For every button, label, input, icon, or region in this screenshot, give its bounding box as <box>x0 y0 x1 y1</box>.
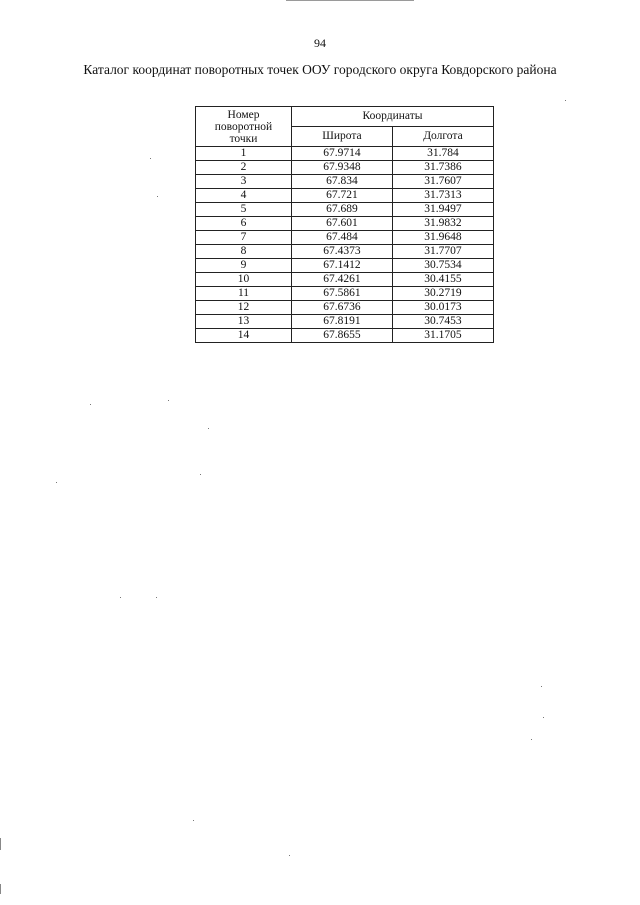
latitude-cell: 67.4373 <box>292 245 393 259</box>
scan-speck <box>150 158 151 159</box>
latitude-cell: 67.4261 <box>292 273 393 287</box>
longitude-cell: 31.784 <box>392 147 493 161</box>
longitude-cell: 30.0173 <box>392 301 493 315</box>
scan-speck <box>531 739 532 740</box>
point-number-cell: 12 <box>196 301 292 315</box>
table-body <box>196 147 494 343</box>
table-row <box>196 231 494 245</box>
scan-speck <box>120 597 121 598</box>
header-latitude: Широта <box>292 127 393 147</box>
latitude-cell: 67.689 <box>292 203 393 217</box>
latitude-cell: 67.484 <box>292 231 393 245</box>
latitude-cell: 67.8191 <box>292 315 393 329</box>
coordinates-table <box>195 106 494 343</box>
table-row <box>196 189 494 203</box>
table-row <box>196 203 494 217</box>
longitude-cell: 31.1705 <box>392 329 493 343</box>
table-header-row <box>196 107 494 127</box>
point-number-cell: 6 <box>196 217 292 231</box>
latitude-cell: 67.834 <box>292 175 393 189</box>
longitude-cell: 31.9832 <box>392 217 493 231</box>
latitude-cell: 67.5861 <box>292 287 393 301</box>
point-number-cell: 2 <box>196 161 292 175</box>
point-number-cell: 4 <box>196 189 292 203</box>
header-coordinates: Координаты <box>292 107 494 127</box>
scan-edge-mark <box>0 884 1 894</box>
scan-speck <box>168 400 169 401</box>
scan-speck <box>156 597 157 598</box>
point-number-cell: 8 <box>196 245 292 259</box>
longitude-cell: 30.7534 <box>392 259 493 273</box>
latitude-cell: 67.721 <box>292 189 393 203</box>
point-number-cell: 5 <box>196 203 292 217</box>
scan-speck <box>289 855 290 856</box>
longitude-cell: 30.7453 <box>392 315 493 329</box>
longitude-cell: 30.2719 <box>392 287 493 301</box>
point-number-cell: 9 <box>196 259 292 273</box>
table-row <box>196 273 494 287</box>
point-number-cell: 1 <box>196 147 292 161</box>
longitude-cell: 31.7313 <box>392 189 493 203</box>
point-number-cell: 13 <box>196 315 292 329</box>
page-number: 94 <box>314 36 326 50</box>
scan-edge-mark <box>0 838 1 850</box>
longitude-cell: 31.7386 <box>392 161 493 175</box>
header-point-number <box>196 107 292 147</box>
scan-speck <box>208 428 209 429</box>
latitude-cell: 67.9714 <box>292 147 393 161</box>
latitude-cell: 67.9348 <box>292 161 393 175</box>
latitude-cell: 67.6736 <box>292 301 393 315</box>
table-row <box>196 315 494 329</box>
point-number-cell: 7 <box>196 231 292 245</box>
table-row <box>196 217 494 231</box>
table-row <box>196 161 494 175</box>
longitude-cell: 31.7607 <box>392 175 493 189</box>
longitude-cell: 31.7707 <box>392 245 493 259</box>
latitude-cell: 67.1412 <box>292 259 393 273</box>
scan-speck <box>541 686 542 687</box>
point-number-cell: 11 <box>196 287 292 301</box>
header-longitude: Долгота <box>392 127 493 147</box>
scan-speck <box>565 100 566 101</box>
header-point-number-line-2: поворотной <box>214 120 273 133</box>
document-title: Каталог координат поворотных точек ООУ городского округа Ковдорского района <box>83 62 557 77</box>
header-point-number-line-1: Номер <box>227 108 260 121</box>
header-point-number-line-3: точки <box>229 132 258 145</box>
longitude-cell: 30.4155 <box>392 273 493 287</box>
point-number-cell: 10 <box>196 273 292 287</box>
point-number-cell: 14 <box>196 329 292 343</box>
scan-speck <box>200 474 201 475</box>
table-row <box>196 147 494 161</box>
scan-speck <box>90 404 91 405</box>
table-row <box>196 175 494 189</box>
scan-speck <box>157 196 158 197</box>
longitude-cell: 31.9648 <box>392 231 493 245</box>
scan-top-rule <box>286 0 414 1</box>
latitude-cell: 67.8655 <box>292 329 393 343</box>
table-row <box>196 259 494 273</box>
longitude-cell: 31.9497 <box>392 203 493 217</box>
scan-speck <box>193 820 194 821</box>
point-number-cell: 3 <box>196 175 292 189</box>
table-row <box>196 287 494 301</box>
table-row <box>196 301 494 315</box>
latitude-cell: 67.601 <box>292 217 393 231</box>
table-row <box>196 245 494 259</box>
scan-speck <box>543 717 544 718</box>
scan-speck <box>56 482 57 483</box>
table-row <box>196 329 494 343</box>
